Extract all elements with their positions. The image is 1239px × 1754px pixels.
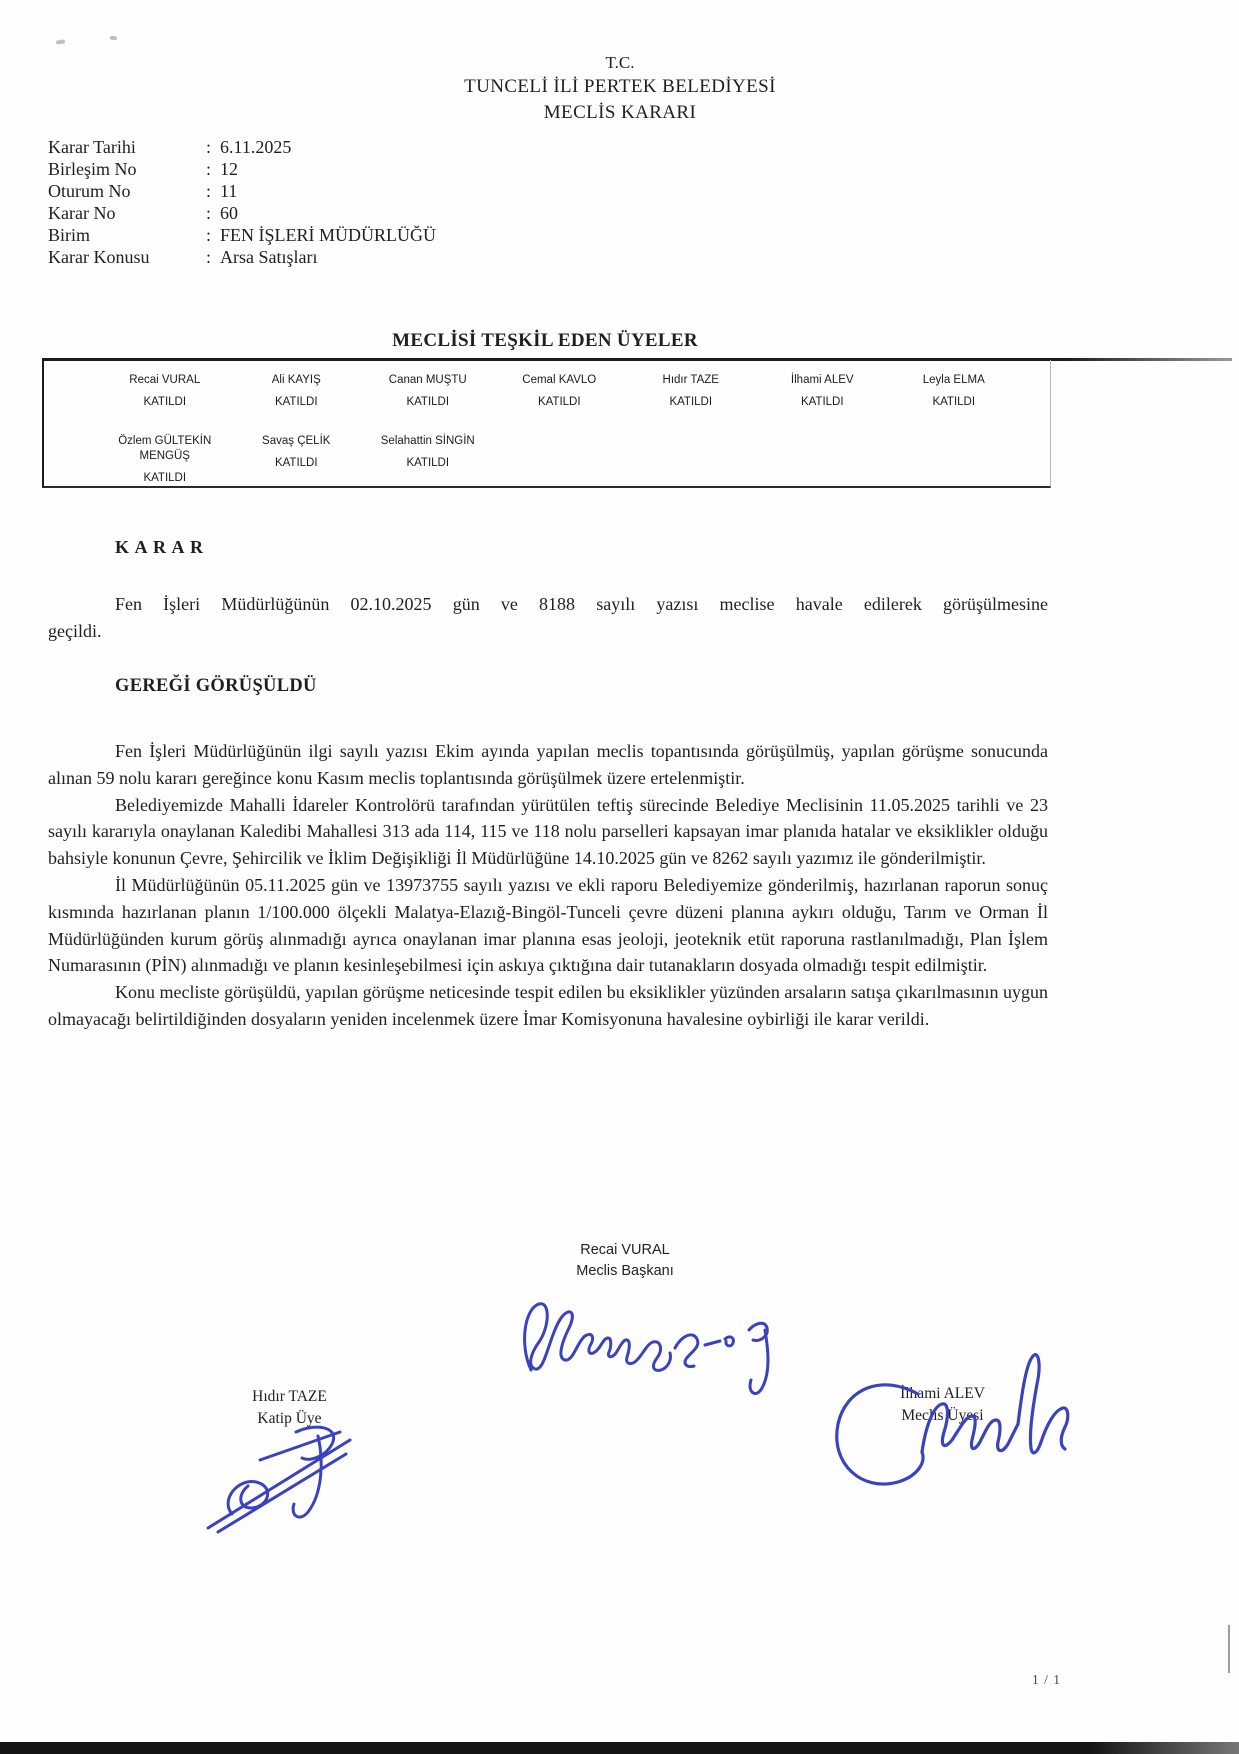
meta-colon: : — [206, 159, 212, 179]
meta-value: 6.11.2025 — [220, 137, 292, 157]
signer-title: Meclis Üyesi — [901, 1407, 984, 1425]
member-name: Canan MUŞTU — [388, 374, 467, 386]
meta-row-oturum-no — [48, 180, 436, 202]
signer-title: Meclis Başkanı — [576, 1263, 674, 1280]
member-cell — [99, 434, 231, 486]
member-name: Cemal KAVLO — [522, 374, 597, 386]
member-cell — [888, 373, 1020, 410]
member-cell — [99, 373, 231, 410]
signature-block-president — [555, 1240, 695, 1282]
member-name: Hıdır TAZE — [662, 374, 719, 386]
header-municipality: TUNCELİ İLİ PERTEK BELEDİYESİ — [464, 76, 776, 98]
member-cell — [362, 434, 494, 486]
intro-line-2: geçildi. — [48, 621, 102, 641]
intro-line-1: Fen İşleri Müdürlüğünün 02.10.2025 gün ve 8188 sayılı yazısı meclise havale edilerek görüşülmesine — [115, 594, 1048, 614]
header-doc-type: MECLİS KARARI — [543, 101, 697, 123]
president-signature-ink — [515, 1278, 785, 1398]
member-status: KATILDI — [143, 396, 187, 408]
meta-label: Oturum No — [48, 181, 131, 201]
member-cell — [231, 434, 363, 486]
member-name: Savaş ÇELİK — [262, 435, 331, 447]
member-cell — [494, 373, 626, 410]
scan-edge-artifact — [1228, 1625, 1230, 1673]
member-status: KATILDI — [143, 472, 187, 484]
member-status: KATILDI — [406, 457, 450, 469]
meta-label: Karar No — [48, 203, 116, 223]
members-table — [42, 360, 1051, 488]
member-status: KATILDI — [274, 457, 318, 469]
member-status: KATILDI — [932, 396, 976, 408]
meta-colon: : — [206, 203, 212, 223]
karar-heading: K A R A R — [115, 537, 205, 557]
members-row-1 — [44, 373, 1050, 410]
member-status: KATILDI — [274, 396, 318, 408]
clerk-signature-ink — [198, 1418, 383, 1543]
decision-paragraph: Belediyemizde Mahalli İdareler Kontrolörü tarafından yürütülen teftiş sürecinde Belediye Meclisinin 11.05.2025 tarihli ve 23 sayılı kararıyla onaylanan Kaledibi Mahallesi 313 ada 114, 115 ve 118 nolu parselleri kapsayan imar planıda hatalar ve eksiklikler olduğu bahsiyle konunun Çevre, Şehircilik ve İklim Değişikliği İl Müdürlüğüne 14.10.2025 gün ve 8262 sayılı yazımız ile gönderilmiştir. — [48, 794, 1048, 869]
meta-row-karar-no — [48, 202, 436, 224]
meta-colon: : — [206, 181, 212, 201]
member-status: KATILDI — [669, 396, 713, 408]
scan-speck — [110, 36, 117, 41]
decision-body — [48, 738, 1048, 1033]
decision-paragraph: Konu mecliste görüşüldü, yapılan görüşme neticesinde tespit edilen bu eksiklikler yüzünden arsaların satışa çıkarılmasının uygun olmayacağı belirtildiğinden dosyaların yeniden incelenmek üzere İmar Komisyonuna havalesine oybirliği ile karar verildi. — [48, 982, 1048, 1029]
meta-label: Birleşim No — [48, 159, 137, 179]
meta-label: Karar Konusu — [48, 247, 150, 267]
decision-paragraph: İl Müdürlüğünün 05.11.2025 gün ve 13973755 sayılı yazısı ve ekli raporu Belediyemize gönderilmiş, hazırlanan raporun sonuç kısmında hazırlanan planın 1/100.000 ölçekli Malatya-Elazığ-Bingöl-Tunceli çevre düzeni planına aykırı olduğu, Tarım ve Orman İl Müdürlüğünden kurum görüş alınmadığı ayrıca onaylanan imar planına esas jeoloji, jeoteknik etüt raporuna rastlanılmadığı, Plan İşlem Numarasının (PİN) alınmadığı ve planın kesinleşebilmesi için askıya çıktığına dair tutanakların dosyada olmadığı tespit edilmiştir. — [48, 874, 1048, 976]
member-cell — [362, 373, 494, 410]
member-name: Özlem GÜLTEKİN MENGÜŞ — [118, 435, 212, 462]
meta-row-karar-konusu — [48, 246, 436, 268]
member-cell — [625, 373, 757, 410]
member-status: KATILDI — [800, 396, 844, 408]
members-section-title: MECLİSİ TEŞKİL EDEN ÜYELER — [392, 330, 698, 351]
member-name: İlhami ALEV — [790, 374, 854, 386]
member-name: Leyla ELMA — [922, 374, 985, 386]
member-status: KATILDI — [406, 396, 450, 408]
header-tc: T.C. — [605, 53, 635, 72]
signer-name: Hıdır TAZE — [252, 1388, 327, 1405]
member-cell — [757, 373, 889, 410]
decision-paragraph: Fen İşleri Müdürlüğünün ilgi sayılı yazısı Ekim ayında yapılan meclis topantısında görüşülmüş, yapılan görüşme sonucunda alınan 59 nolu kararı gereğince konu Kasım meclis toplantısında görüşülmek üzere ertelenmiştir. — [48, 741, 1048, 788]
geregi-gorusuldu-heading: GEREĞİ GÖRÜŞÜLDÜ — [115, 676, 317, 696]
member-name: Ali KAYIŞ — [271, 374, 321, 386]
meta-colon: : — [206, 247, 212, 267]
meta-value: FEN İŞLERİ MÜDÜRLÜĞÜ — [220, 225, 436, 245]
member-cell — [231, 373, 363, 410]
meta-colon: : — [206, 225, 212, 245]
meta-label: Karar Tarihi — [48, 137, 136, 157]
meta-colon: : — [206, 137, 212, 157]
members-row-2 — [44, 434, 1050, 486]
meta-label: Birim — [48, 225, 91, 245]
signer-name: İlhami ALEV — [900, 1385, 985, 1402]
meta-row-birlesim-no — [48, 158, 436, 180]
meta-value: 11 — [220, 181, 238, 201]
member-name: Recai VURAL — [129, 374, 201, 386]
scan-speck — [56, 39, 65, 44]
decision-intro — [48, 591, 1048, 645]
scan-bottom-edge — [0, 1742, 1239, 1754]
meta-value: 60 — [220, 203, 238, 223]
member-signature-ink — [822, 1322, 1077, 1497]
decision-metadata — [48, 136, 436, 268]
meta-value: 12 — [220, 159, 238, 179]
page-number: 1 / 1 — [1032, 1672, 1062, 1687]
member-status: KATILDI — [537, 396, 581, 408]
signer-name: Recai VURAL — [580, 1242, 670, 1258]
meta-value: Arsa Satışları — [220, 247, 318, 267]
meta-row-birim — [48, 224, 436, 246]
meta-row-karar-tarihi — [48, 136, 436, 158]
document-header — [120, 52, 1120, 125]
signer-title: Katip Üye — [257, 1410, 322, 1428]
member-name: Selahattin SİNGİN — [380, 435, 475, 447]
